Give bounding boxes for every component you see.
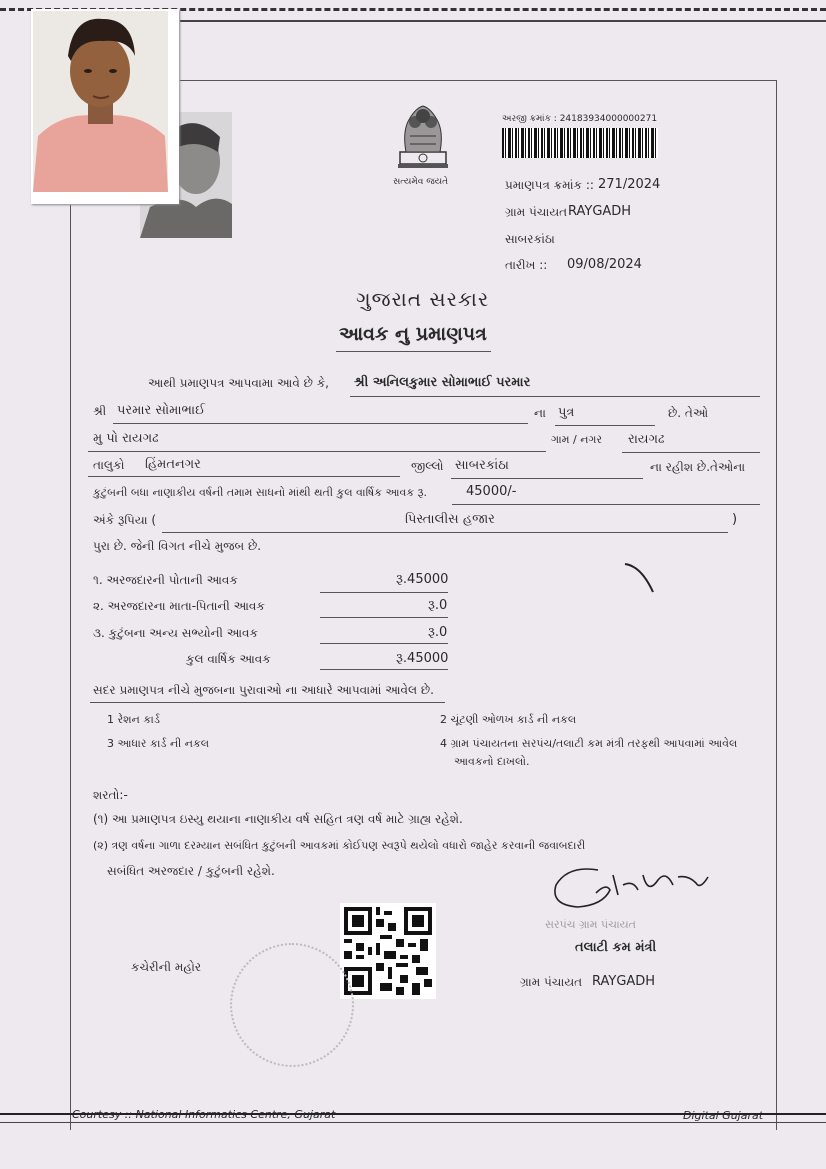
income-row-amount: રૂ.45000 (396, 572, 449, 587)
income-row-label: ૧. અરજદારની પોતાની આવક (93, 573, 238, 587)
issue-date: 09/08/2024 (567, 257, 642, 272)
office-seal-label: કચેરીની મહોર (131, 960, 202, 974)
government-title: ગુજરાત સરકાર (356, 287, 490, 311)
proofs-heading: સદર પ્રમાણપત્ર નીચે મુજબના પુરાવાઓ ના આધારે આપવામાં આવેલ છે. (93, 683, 434, 697)
relation-line (555, 425, 655, 426)
resident-text: ના રહીશ છે.તેઓના (650, 460, 746, 474)
conditions-heading: શરતો:- (93, 788, 128, 802)
top-border-line (180, 20, 826, 22)
application-number: અરજી ક્રમાંક : 24183934000000271 (502, 114, 658, 124)
words-prefix: અંકે રૂપિયા ( (93, 513, 157, 527)
certificate-number: 271/2024 (598, 177, 661, 192)
income-row-line (320, 592, 448, 593)
district-label: જીલ્લો (411, 459, 444, 473)
address: મુ પો રાયગઢ (93, 431, 159, 446)
national-emblem-icon (388, 100, 458, 178)
proof-item: 4 ગ્રામ પંચાયતના સરપંચ/તલાટી કમ મંત્રી તરફથી આપવામાં આવેલ (440, 737, 738, 750)
condition-1: (૧) આ પ્રમાણપત્ર ઇસ્યુ થયાના નાણાકીય વર્ષ સહિત ત્રણ વર્ષ માટે ગ્રાહ્ય રહેશે. (93, 812, 463, 826)
proof-item: 3 આધાર કાર્ડ ની નકલ (107, 737, 210, 750)
income-sentence: કુટુંબની બધા નાણાકીય વર્ષની તમામ સાધનો માંથી થતી કુલ વાર્ષિક આવક રૂ. (93, 486, 427, 499)
signatory-designation: તલાટી કમ મંત્રી (575, 940, 657, 955)
frame-left (70, 205, 71, 1130)
bottom-border-line-2 (0, 1122, 826, 1123)
qr-code (340, 903, 436, 999)
words-line (162, 532, 728, 533)
village-label: ગામ / નગર (551, 433, 603, 446)
income-total-amount: રૂ.45000 (396, 651, 449, 666)
taluka-label: તાલુકો (93, 458, 125, 472)
village: રાયગઢ (628, 432, 665, 447)
panchayat-label: ગ્રામ પંચાયત (505, 205, 568, 219)
barcode (502, 128, 658, 158)
footer-courtesy: Courtesy :: National Informatics Centre, Gujarat (72, 1108, 336, 1121)
income-row-line (320, 643, 448, 644)
words-suffix: ) (732, 512, 738, 527)
document-title: આવક નુ પ્રમાણપત્ર (339, 323, 487, 345)
frame-right (776, 80, 777, 1130)
relation: પુત્ર (558, 405, 575, 420)
income-in-words: પિસ્તાલીસ હજાર (405, 512, 495, 527)
intro-text: આથી પ્રમાણપત્ર આપવામા આવે છે કે, (148, 376, 329, 390)
che-teo-text: છે. તેઓ (668, 406, 709, 420)
district: સાબરકાંઠા (455, 458, 509, 473)
father-name: પરમાર સોમાભાઈ (117, 403, 206, 418)
income-amount-line (452, 504, 760, 505)
applicant-photo (31, 9, 179, 204)
condition-3: સબંધિત અરજદાર / કુટુંબની રહેશે. (107, 864, 275, 878)
income-row-line (320, 617, 448, 618)
address-line (88, 451, 546, 452)
frame-top (180, 80, 776, 81)
income-row-amount: રૂ.0 (428, 625, 448, 640)
income-total-label: કુલ વાર્ષિક આવક (186, 652, 271, 666)
taluka-line (88, 476, 400, 477)
income-row-label: ૩. કુટુંબના અન્ય સભ્યોની આવક (93, 626, 259, 640)
panchayat-name: RAYGADH (568, 204, 632, 219)
details-intro: પુરા છે. જેની વિગત નીચે મુજબ છે. (93, 539, 262, 553)
applicant-name-line (350, 396, 760, 397)
na-text: ના (534, 406, 546, 420)
pen-mark (623, 560, 663, 595)
father-name-line (113, 423, 528, 424)
applicant-name: શ્રી અનિલકુમાર સોમાભાઈ પરમાર (354, 375, 531, 390)
income-total-line (320, 669, 448, 670)
title-underline (336, 351, 491, 352)
header-district: સાબરકાંઠા (505, 232, 555, 246)
bottom-border-line (0, 1113, 826, 1115)
village-line (622, 452, 760, 453)
proof-item: 2 ચૂંટણી ઓળખ કાર્ડ ની નકલ (440, 713, 577, 726)
condition-2: (૨) ત્રણ વર્ષના ગાળા દરમ્યાન સબંધિત કુટુંબની આવકમાં કોઈપણ સ્વરૂપે થયેલો વધારો જાહેર કરવાની જવાબદારી (93, 839, 586, 852)
total-income-amount: 45000/- (466, 484, 517, 499)
signatory-panchayat-name: RAYGADH (592, 974, 656, 989)
taluka: હિંમતનગર (145, 457, 201, 472)
emblem-motto: સત્યમેવ જયતે (393, 177, 449, 187)
proof-item: 1 રેશન કાર્ડ (107, 713, 160, 726)
office-seal-stamp (230, 943, 354, 1067)
father-prefix: શ્રી (93, 404, 107, 418)
footer-digital-gujarat: Digital Gujarat (683, 1109, 764, 1122)
income-row-label: ૨. અરજદારના માતા-પિતાની આવક (93, 599, 265, 613)
income-row-amount: રૂ.0 (428, 598, 448, 613)
signatory-panchayat-label: ગ્રામ પંચાયત (520, 975, 583, 989)
district-line (451, 478, 643, 479)
certificate-number-label: પ્રમાણપત્ર ક્રમાંક :: (505, 178, 594, 192)
proof-item: આવકનો દાખલો. (454, 755, 530, 768)
proofs-heading-underline (90, 702, 445, 703)
signature-image (548, 855, 718, 915)
signature-stamp-text: સરપંચ ગ્રામ પંચાયત (545, 918, 636, 931)
date-label: તારીખ :: (505, 258, 548, 272)
